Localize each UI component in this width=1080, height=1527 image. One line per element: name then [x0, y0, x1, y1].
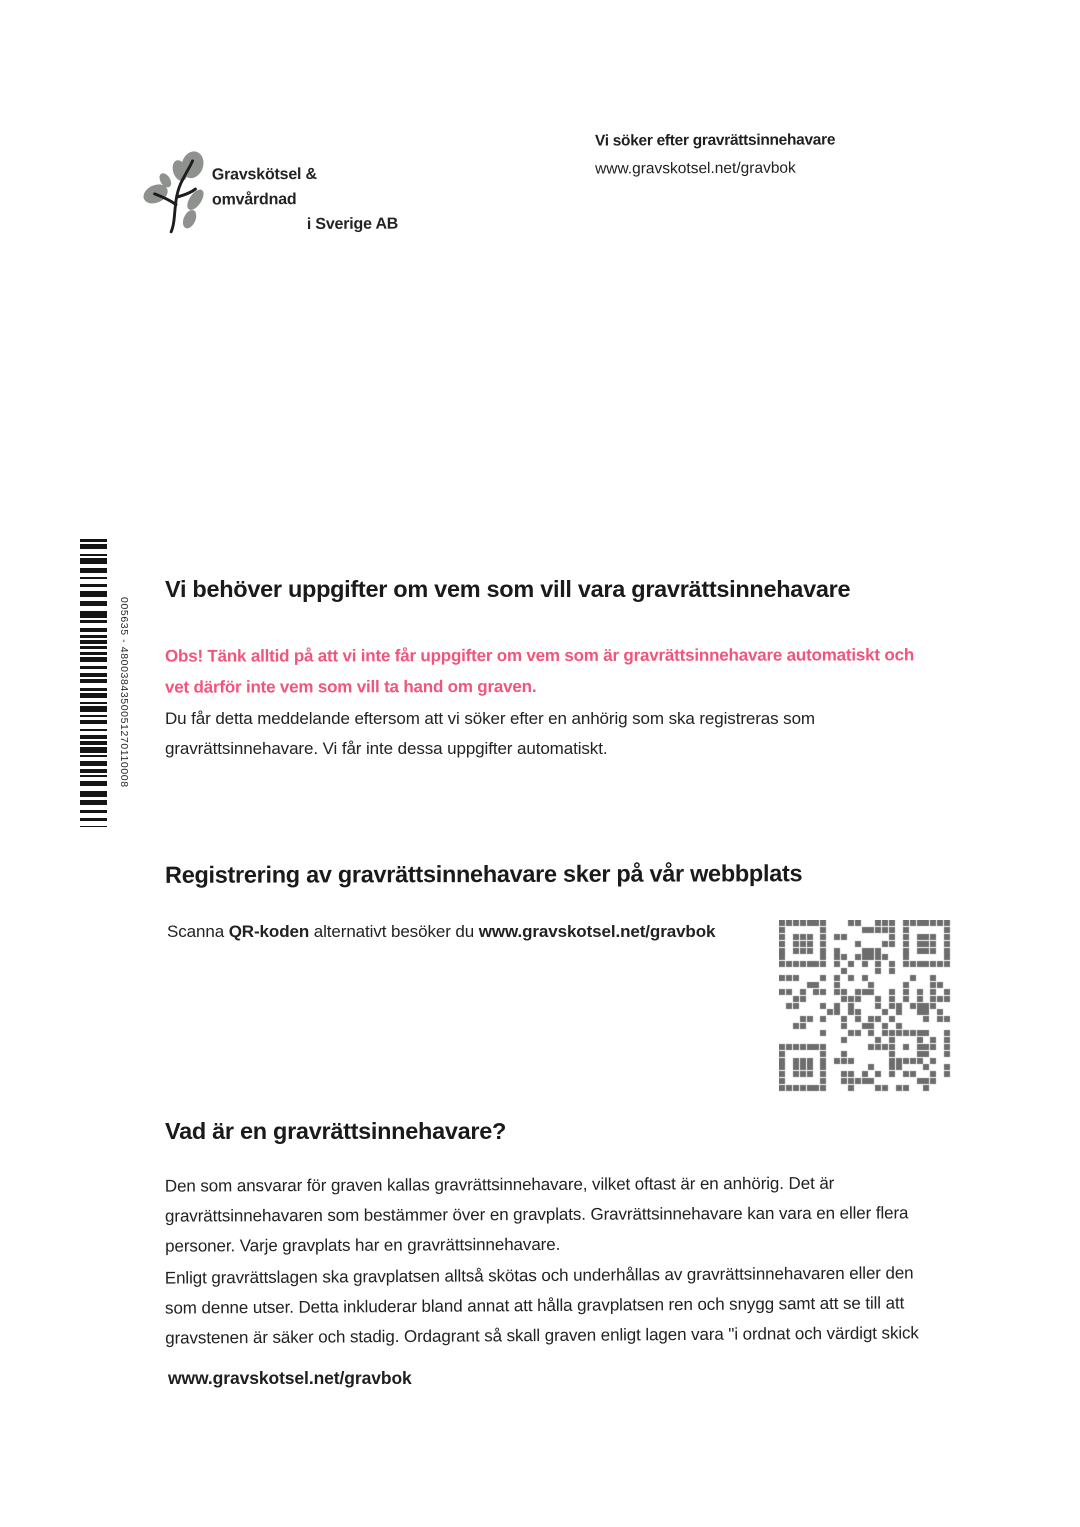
- company-name-line1: Gravskötsel & omvårdnad: [211, 165, 317, 209]
- header-right-block: [595, 126, 835, 183]
- qr-code: [779, 920, 951, 1092]
- paragraph-line: som denne utser. Detta inkluderar bland annat att hålla gravplatsen ren och snygg samt att se till att: [164, 1293, 905, 1318]
- pink-notice-line1: Obs! Tänk alltid på att vi inte får uppgifter om vem som är gravrättsinnehavare automatiskt och: [164, 645, 915, 666]
- paragraph-line: Du får detta meddelande eftersom att vi söker efter en anhörig som ska registreras som: [165, 709, 815, 728]
- qr-code-label: QR-koden: [228, 922, 310, 941]
- company-logo: [142, 148, 402, 237]
- paragraph-definition: [165, 1168, 909, 1261]
- pink-notice-line2: vet därför inte vem som vill ta hand om graven.: [165, 677, 537, 697]
- header-tagline: Vi söker efter gravrättsinnehavare: [594, 131, 836, 150]
- paragraph-line: personer. Varje gravplats har en gravrättsinnehavare.: [165, 1234, 561, 1256]
- plant-logo-icon: [142, 148, 210, 234]
- paragraph-line: gravrättsinnehavare. Vi får inte dessa uppgifter automatiskt.: [165, 739, 608, 758]
- barcode-number: 005635 - 4800384350051270110008: [118, 597, 130, 788]
- scan-instruction-text: Scanna: [167, 922, 229, 941]
- header-url: www.gravskotsel.net/gravbok: [595, 159, 796, 178]
- scan-instruction: [167, 922, 715, 942]
- paragraph-line: Enligt gravrättslagen ska gravplatsen alltså skötas och underhållas av gravrättsinnehavaren eller den: [164, 1263, 914, 1288]
- paragraph-line: gravrättsinnehavaren som bestämmer över en gravplats. Gravrättsinnehavare kan vara en eller flera: [164, 1203, 909, 1226]
- paragraph-line: gravstenen är säker och stadig. Ordagrant så skall graven enligt lagen vara "i ordnat och värdigt skick: [165, 1323, 919, 1348]
- registration-url: www.gravskotsel.net/gravbok: [478, 922, 716, 941]
- company-name-line2: i Sverige AB: [306, 215, 399, 234]
- footer-url: www.gravskotsel.net/gravbok: [168, 1368, 412, 1388]
- paragraph-line: Den som ansvarar för graven kallas gravrättsinnehavare, vilket oftast är en anhörig. Det är: [164, 1173, 835, 1196]
- heading-registration: Registrering av gravrättsinnehavare sker på vår webbplats: [164, 860, 803, 888]
- company-name: [212, 162, 402, 238]
- scan-instruction-text: alternativt besöker du: [309, 922, 479, 941]
- heading-need-info: Vi behöver uppgifter om vem som vill vara gravrättsinnehavare: [165, 576, 851, 602]
- paragraph-law: [165, 1258, 919, 1353]
- paragraph-message-reason: [165, 704, 815, 764]
- heading-what-is: Vad är en gravrättsinnehavare?: [165, 1118, 507, 1144]
- vertical-barcode: [80, 539, 107, 827]
- pink-notice: [165, 639, 914, 702]
